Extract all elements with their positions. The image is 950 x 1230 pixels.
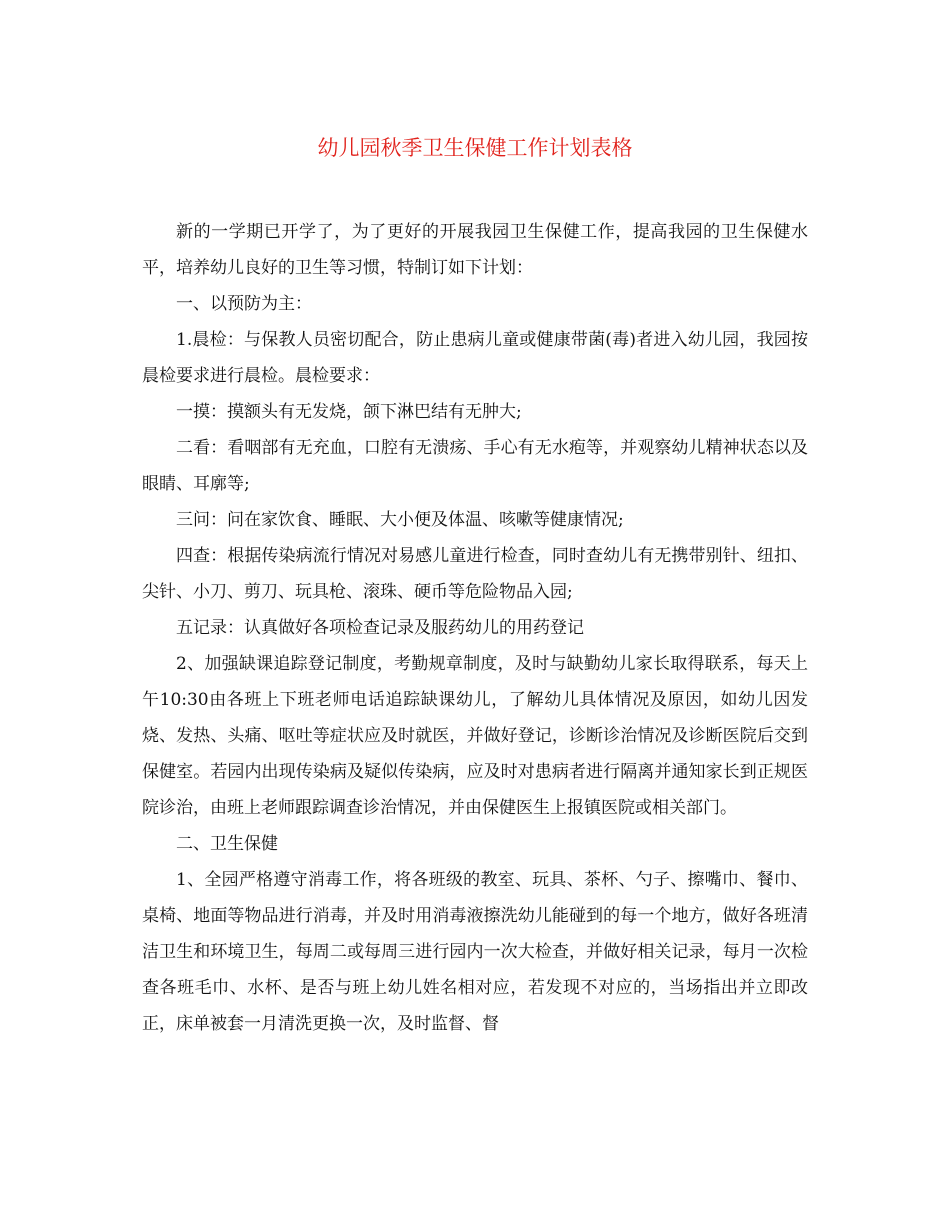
document-body [142, 214, 808, 1042]
paragraph-morning-check: 1.晨检：与保教人员密切配合，防止患病儿童或健康带菌(毒)者进入幼儿园，我园按晨检要求进行晨检。晨检要求： [142, 330, 808, 386]
document-title: 幼儿园秋季卫生保健工作计划表格 [317, 136, 633, 160]
paragraph-look: 二看：看咽部有无充血，口腔有无溃疡、手心有无水疱等，并观察幼儿精神状态以及眼睛、耳廓等; [142, 438, 808, 494]
paragraph-absence-tracking: 2、加强缺课追踪登记制度，考勤规章制度，及时与缺勤幼儿家长取得联系，每天上午10:30由各班上下班老师电话追踪缺课幼儿，了解幼儿具体情况及原因，如幼儿因发烧、发热、头痛、呕吐等症状应及时就医，并做好登记，诊断诊治情况及诊断医院后交到保健室。若园内出现传染病及疑似传染病，应及时对患病者进行隔离并通知家长到正规医院诊治，由班上老师跟踪调查诊治情况，并由保健医生上报镇医院或相关部门。 [142, 654, 808, 818]
paragraph-inspect: 四查：根据传染病流行情况对易感儿童进行检查，同时查幼儿有无携带别针、纽扣、尖针、小刀、剪刀、玩具枪、滚珠、硬币等危险物品入园; [142, 546, 808, 602]
paragraph-disinfection: 1、全园严格遵守消毒工作，将各班级的教室、玩具、茶杯、勺子、擦嘴巾、餐巾、桌椅、地面等物品进行消毒，并及时用消毒液擦洗幼儿能碰到的每一个地方，做好各班清洁卫生和环境卫生，每周二或每周三进行园内一次大检查，并做好相关记录，每月一次检查各班毛巾、水杯、是否与班上幼儿姓名相对应，若发现不对应的，当场指出并立即改正，床单被套一月清洗更换一次，及时监督、督 [142, 870, 808, 1034]
paragraph-record: 五记录：认真做好各项检查记录及服药幼儿的用药登记 [176, 618, 584, 638]
paragraph-touch: 一摸：摸额头有无发烧，颌下淋巴结有无肿大; [176, 402, 522, 422]
paragraph-intro: 新的一学期已开学了，为了更好的开展我园卫生保健工作，提高我园的卫生保健水平，培养幼儿良好的卫生等习惯，特制订如下计划： [142, 222, 808, 278]
section-heading-hygiene: 二、卫生保健 [176, 834, 278, 854]
section-heading-prevention: 一、以预防为主： [176, 294, 312, 314]
paragraph-ask: 三问：问在家饮食、睡眠、大小便及体温、咳嗽等健康情况; [176, 510, 624, 530]
